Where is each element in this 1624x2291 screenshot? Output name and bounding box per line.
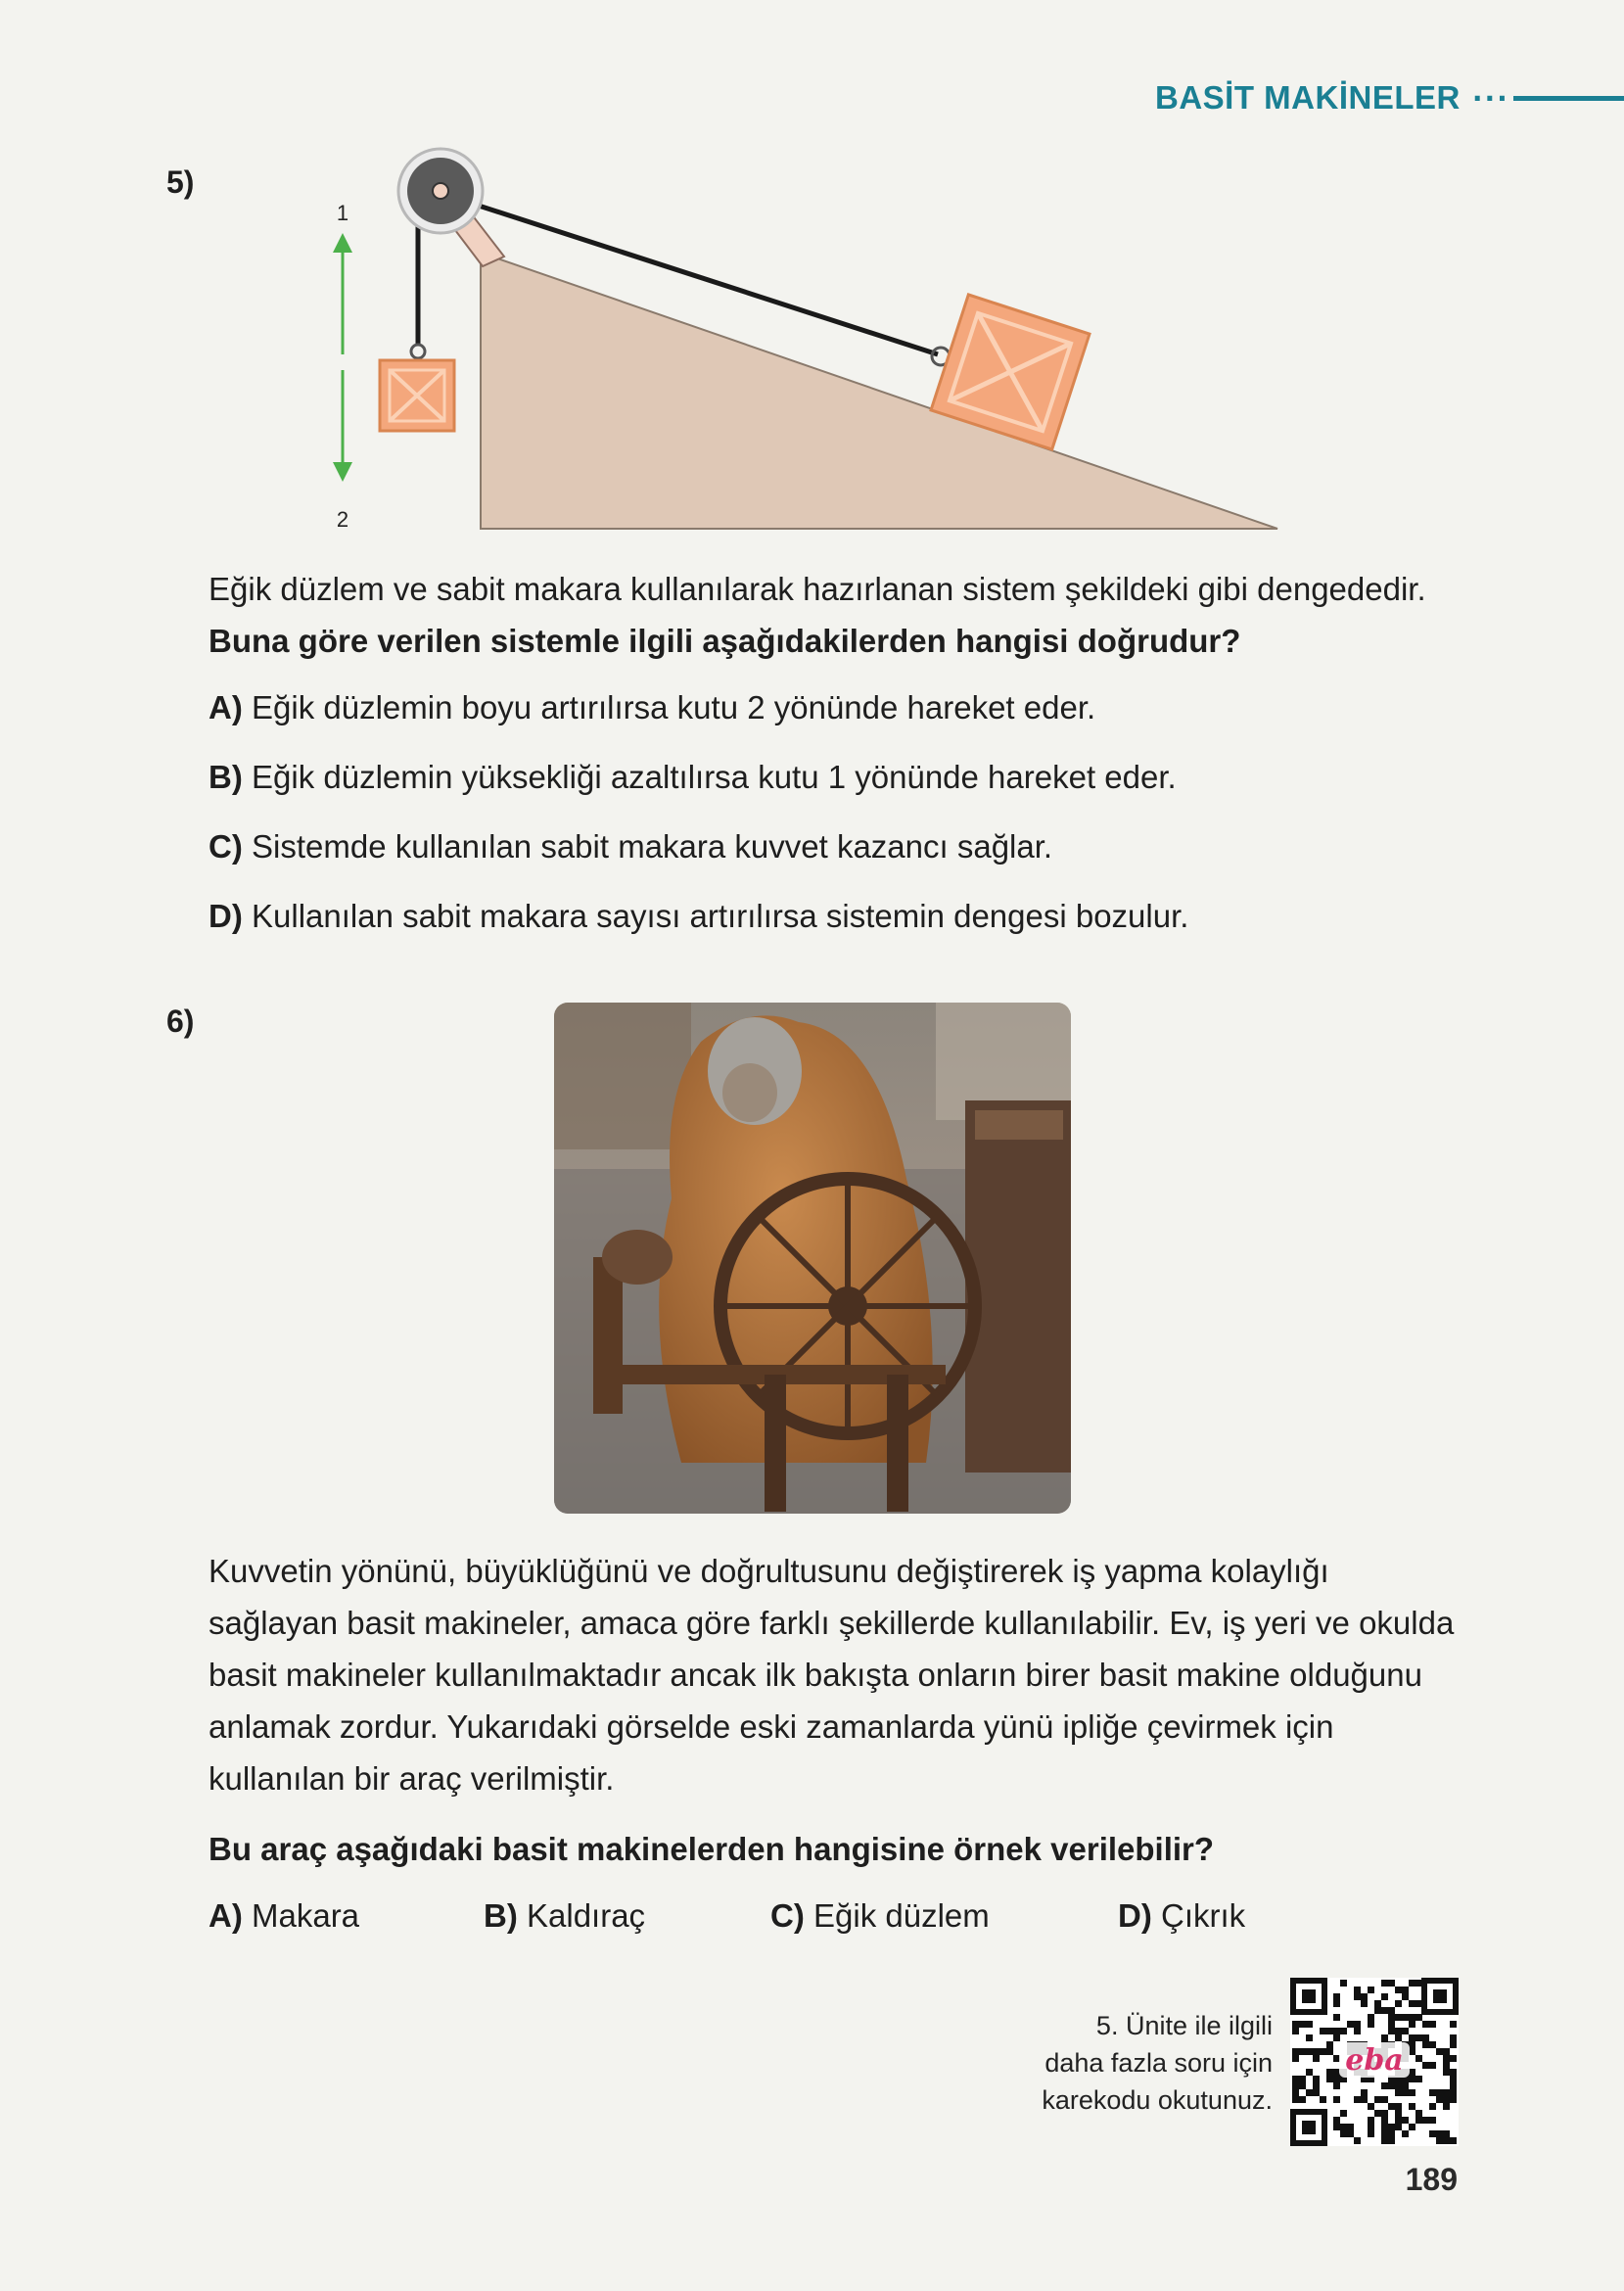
page-number: 189	[1405, 2162, 1458, 2197]
arrow-up-head	[333, 233, 352, 253]
pulley-center	[433, 183, 448, 199]
hanging-box	[380, 360, 454, 431]
inclined-plane-pulley-figure	[294, 137, 1292, 548]
option-text: Eğik düzlemin yüksekliği azaltılırsa kutu 1 yönünde hareket eder.	[242, 759, 1177, 795]
question-5-stem: Buna göre verilen sistemle ilgili aşağıdakilerden hangisi doğrudur?	[209, 623, 1241, 659]
q5-option-c[interactable]	[209, 828, 1052, 865]
q6-option-b[interactable]	[484, 1897, 645, 1935]
option-letter: B)	[484, 1897, 518, 1934]
option-letter: D)	[209, 898, 243, 934]
question-6-number: 6)	[166, 1004, 195, 1039]
option-text: Kaldıraç	[517, 1897, 646, 1934]
arrow-down-head	[333, 462, 352, 482]
question-5-number: 5)	[166, 164, 195, 200]
option-text: Çıkrık	[1151, 1897, 1246, 1934]
question-5-intro: Eğik düzlem ve sabit makara kullanılarak hazırlanan sistem şekildeki gibi dengededir.	[209, 571, 1426, 607]
option-letter: D)	[1118, 1897, 1152, 1934]
qr-caption-line-2: daha fazla soru için	[1044, 2048, 1273, 2078]
option-text: Eğik düzlem	[804, 1897, 990, 1934]
option-letter: A)	[209, 689, 243, 725]
chapter-title: BASİT MAKİNELER	[1155, 79, 1461, 116]
qr-caption-line-1: 5. Ünite ile ilgili	[1095, 2011, 1273, 2040]
option-text: Eğik düzlemin boyu artırılırsa kutu 2 yönünde hareket eder.	[242, 689, 1096, 725]
q5-option-d[interactable]	[209, 898, 1188, 935]
q5-option-a[interactable]	[209, 689, 1095, 726]
q6-option-c[interactable]	[770, 1897, 990, 1935]
option-letter: A)	[209, 1897, 243, 1934]
header-dots: ···	[1471, 81, 1509, 115]
q6-option-d[interactable]	[1118, 1897, 1245, 1935]
hook-hanging	[411, 345, 425, 358]
q6-option-a[interactable]	[209, 1897, 359, 1935]
chapter-header	[1155, 76, 1624, 119]
qr-code[interactable]	[1290, 1978, 1459, 2146]
header-rule	[1513, 96, 1624, 101]
inclined-plane	[481, 253, 1277, 529]
direction-label-2: 2	[336, 507, 349, 532]
option-letter: C)	[770, 1897, 805, 1934]
question-6-stem: Bu araç aşağıdaki basit makinelerden hangisine örnek verilebilir?	[209, 1831, 1215, 1867]
qr-caption-line-3: karekodu okutunuz.	[1042, 2085, 1273, 2115]
direction-label-1: 1	[336, 201, 349, 225]
question-6-paragraph: Kuvvetin yönünü, büyüklüğünü ve doğrultusunu değiştirerek iş yapma kolaylığı sağlayan basit makineler, amaca göre farklı şekillerde kullanılabilir. Ev, iş yeri ve okulda basit makineler kullanılmaktadır ancak ilk bakışta onların birer basit makine olduğunu anlamak zordur. Yukarıdaki görselde eski zamanlarda yünü ipliğe çevirmek için kullanılan bir araç verilmiştir.	[209, 1553, 1455, 1797]
option-text: Kullanılan sabit makara sayısı artırılırsa sistemin dengesi bozulur.	[242, 898, 1189, 934]
eba-logo: eba	[1345, 2043, 1404, 2078]
option-letter: B)	[209, 759, 243, 795]
spinning-wheel-photo	[554, 1003, 1071, 1514]
q5-option-b[interactable]	[209, 759, 1177, 796]
option-text: Sistemde kullanılan sabit makara kuvvet kazancı sağlar.	[242, 828, 1053, 865]
qr-caption	[979, 2007, 1273, 2119]
option-text: Makara	[242, 1897, 360, 1934]
option-letter: C)	[209, 828, 243, 865]
